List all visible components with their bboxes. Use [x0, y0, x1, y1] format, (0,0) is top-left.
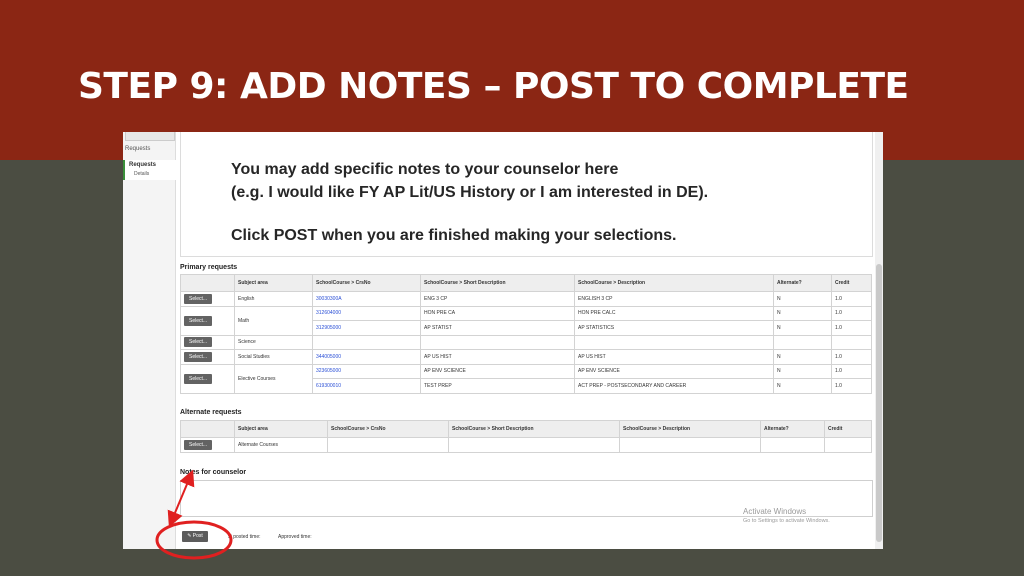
sidebar-active-label: Requests: [129, 162, 157, 168]
select-button[interactable]: Select...: [184, 337, 212, 347]
credit-cell: 1.0: [832, 379, 872, 394]
desc-cell: AP STATISTICS: [575, 321, 774, 336]
select-button[interactable]: Select...: [184, 294, 212, 304]
post-button[interactable]: ✎ Post: [182, 531, 208, 542]
credit-cell: 1.0: [832, 321, 872, 336]
col-header: SchoolCourse > Short Description: [421, 275, 575, 292]
col-header: Credit: [832, 275, 872, 292]
credit-cell: 1.0: [832, 350, 872, 365]
crsno-link[interactable]: 312604000: [313, 306, 421, 321]
col-header: SchoolCourse > Short Description: [449, 421, 620, 438]
select-button[interactable]: Select...: [184, 440, 212, 450]
instruction-line-3: Click POST when you are finished making your selections.: [231, 227, 677, 244]
credit-cell: 1.0: [832, 364, 872, 379]
col-header: SchoolCourse > CrsNo: [313, 275, 421, 292]
crsno-link[interactable]: 619300010: [313, 379, 421, 394]
crsno-link[interactable]: 344005000: [313, 350, 421, 365]
post-label: Post: [192, 533, 203, 539]
col-header: Alternate?: [774, 275, 832, 292]
desc-cell: AP US HIST: [575, 350, 774, 365]
sidebar-item-requests[interactable]: Requests: [125, 146, 151, 152]
col-header: Subject area: [235, 275, 313, 292]
crsno-link[interactable]: 312905000: [313, 321, 421, 336]
alternate-cell: N: [774, 306, 832, 321]
col-header: Alternate?: [761, 421, 825, 438]
short-desc-cell: TEST PREP: [421, 379, 575, 394]
subject-cell: Social Studies: [235, 350, 313, 365]
col-header: Subject area: [235, 421, 328, 438]
instruction-line-1: You may add specific notes to your counselor here: [231, 161, 619, 178]
alternate-cell: N: [774, 292, 832, 307]
alternate-cell: N: [774, 321, 832, 336]
select-button[interactable]: Select...: [184, 316, 212, 326]
alternate-cell: N: [774, 379, 832, 394]
subject-cell: Math: [235, 306, 313, 335]
watermark-line-1: Activate Windows: [743, 507, 807, 516]
select-button[interactable]: Select...: [184, 352, 212, 362]
desc-cell: ACT PREP - POSTSECONDARY AND CAREER: [575, 379, 774, 394]
notes-title: Notes for counselor: [180, 469, 247, 476]
crsno-link[interactable]: 323605000: [313, 364, 421, 379]
crsno-link[interactable]: 30030300A: [313, 292, 421, 307]
col-header: SchoolCourse > Description: [620, 421, 761, 438]
credit-cell: 1.0: [832, 306, 872, 321]
last-posted-label: st posted time:: [228, 534, 261, 540]
select-button[interactable]: Select...: [184, 374, 212, 384]
col-header: SchoolCourse > CrsNo: [328, 421, 449, 438]
subject-cell: Elective Courses: [235, 364, 313, 393]
annotation-circle: [157, 522, 231, 558]
annotation-arrow: [172, 477, 190, 520]
instruction-line-2: (e.g. I would like FY AP Lit/US History or I am interested in DE).: [231, 184, 709, 201]
sidebar-active-sub: Details: [134, 171, 150, 177]
short-desc-cell: ENG 3 CP: [421, 292, 575, 307]
col-header: Credit: [825, 421, 872, 438]
subject-cell: English: [235, 292, 313, 307]
subject-cell: Alternate Courses: [235, 438, 328, 453]
approved-label: Approved time:: [278, 534, 312, 540]
alternate-cell: N: [774, 350, 832, 365]
desc-cell: ENGLISH 3 CP: [575, 292, 774, 307]
desc-cell: AP ENV SCIENCE: [575, 364, 774, 379]
alternate-cell: N: [774, 364, 832, 379]
subject-cell: Science: [235, 335, 313, 350]
alternate-requests-title: Alternate requests: [180, 409, 242, 416]
short-desc-cell: AP STATIST: [421, 321, 575, 336]
desc-cell: HON PRE CALC: [575, 306, 774, 321]
credit-cell: 1.0: [832, 292, 872, 307]
short-desc-cell: AP ENV SCIENCE: [421, 364, 575, 379]
slide-title: STEP 9: ADD NOTES – POST TO COMPLETE: [78, 66, 909, 107]
primary-requests-title: Primary requests: [180, 264, 238, 271]
watermark-line-2: Go to Settings to activate Windows.: [743, 518, 830, 524]
col-header: SchoolCourse > Description: [575, 275, 774, 292]
short-desc-cell: HON PRE CA: [421, 306, 575, 321]
short-desc-cell: AP US HIST: [421, 350, 575, 365]
